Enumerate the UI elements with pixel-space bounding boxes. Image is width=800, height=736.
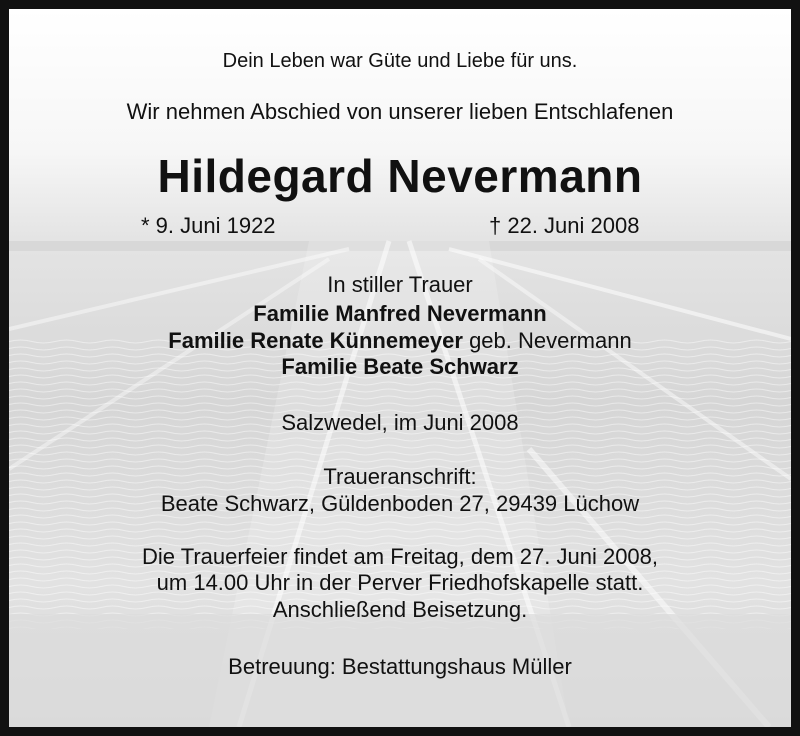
death-date: † 22. Juni 2008 [489, 213, 640, 238]
family-2 [9, 328, 791, 354]
address: Beate Schwarz, Güldenboden 27, 29439 Lüchow [160, 491, 640, 516]
mourning-intro: In stiller Trauer [327, 272, 473, 297]
address-label: Traueranschrift: [323, 464, 477, 489]
funeral-line-2: um 14.00 Uhr in der Perver Friedhofskapelle statt. [156, 570, 644, 595]
funeral-home: Betreuung: Bestattungshaus Müller [228, 654, 572, 679]
deceased-name: Hildegard Nevermann [157, 150, 643, 202]
family-3: Familie Beate Schwarz [281, 354, 519, 379]
birth-date: * 9. Juni 1922 [141, 213, 276, 238]
place-date: Salzwedel, im Juni 2008 [281, 410, 519, 435]
family-2-maiden: geb. Nevermann [462, 328, 632, 353]
family-1: Familie Manfred Nevermann [253, 301, 547, 326]
notice-text [9, 9, 791, 727]
funeral-line-3: Anschließend Beisetzung. [272, 597, 528, 622]
motto: Dein Leben war Güte und Liebe für uns. [222, 50, 578, 72]
funeral-line-1: Die Trauerfeier findet am Freitag, dem 27. Juni 2008, [141, 544, 659, 569]
intro-line: Wir nehmen Abschied von unserer lieben Entschlafenen [126, 99, 674, 124]
family-2-name: Familie Renate Künnemeyer [168, 328, 463, 353]
